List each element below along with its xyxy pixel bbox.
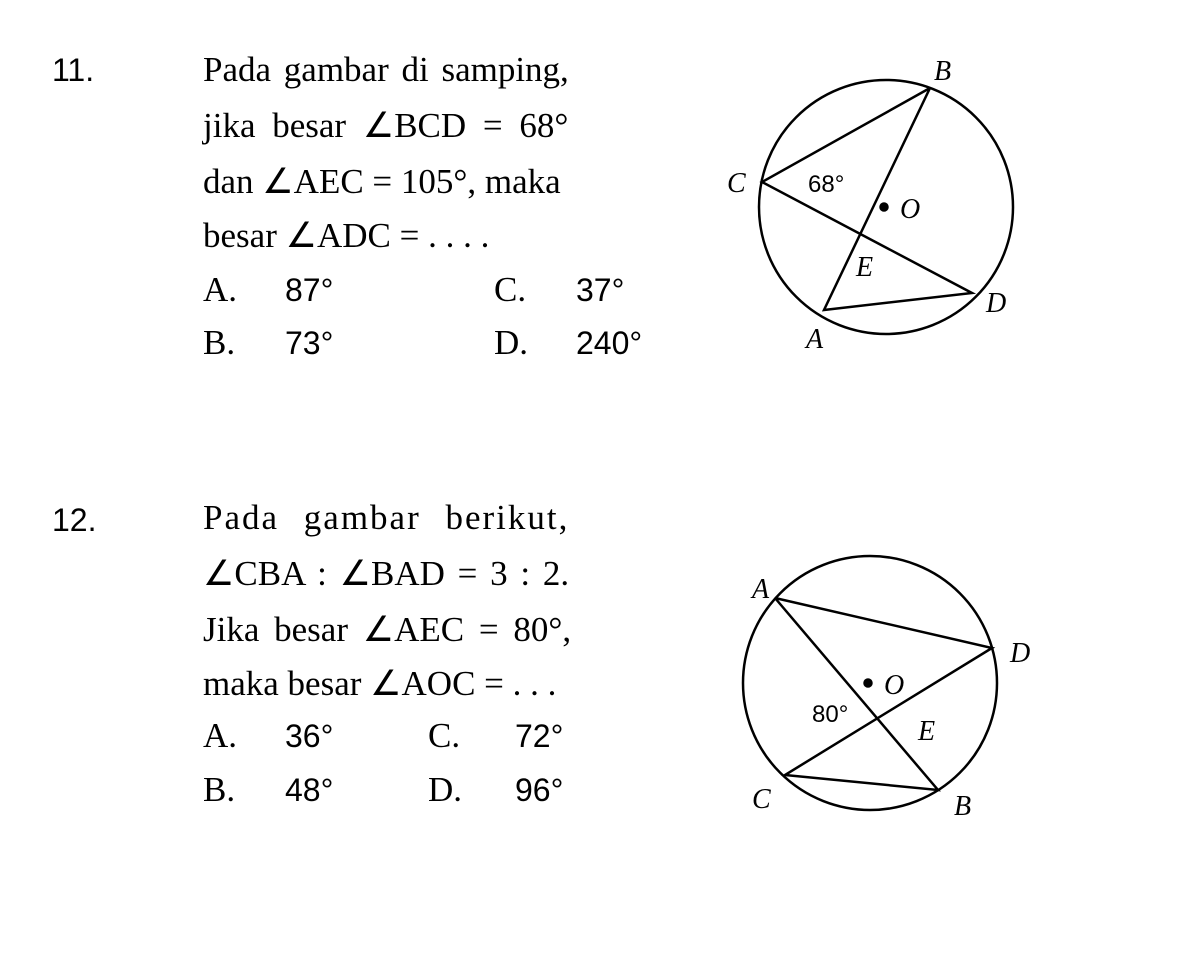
problem-number: 11. bbox=[52, 52, 95, 88]
point-a: A bbox=[806, 324, 824, 355]
point-c: C bbox=[752, 784, 771, 815]
center-dot bbox=[881, 204, 888, 211]
center-dot bbox=[865, 680, 872, 687]
option-b: 73° bbox=[285, 325, 334, 361]
figure-11 bbox=[759, 80, 1013, 334]
question-line: besar ∠ADC = . . . . bbox=[203, 216, 490, 255]
option-a-label: A. bbox=[203, 270, 238, 309]
point-a: A bbox=[752, 574, 770, 605]
option-c: 72° bbox=[515, 718, 564, 754]
figure-12 bbox=[743, 556, 997, 810]
option-d: 240° bbox=[576, 325, 643, 361]
angle-label: 68° bbox=[808, 171, 845, 198]
option-c-label: C. bbox=[494, 270, 527, 309]
point-d: D bbox=[1010, 638, 1031, 669]
option-d-label: D. bbox=[428, 770, 463, 809]
question-line: Jika besar ∠AEC = 80°, bbox=[203, 610, 572, 649]
option-a: 36° bbox=[285, 718, 334, 754]
point-e: E bbox=[856, 252, 874, 283]
problem-number: 12. bbox=[52, 502, 97, 538]
question-line: Pada gambar berikut, bbox=[203, 498, 570, 537]
question-line: maka besar ∠AOC = . . . bbox=[203, 664, 557, 703]
option-b: 48° bbox=[285, 772, 334, 808]
point-c: C bbox=[727, 168, 746, 199]
point-b: B bbox=[954, 791, 972, 822]
question-line: dan ∠AEC = 105°, maka bbox=[203, 162, 561, 201]
point-e: E bbox=[918, 716, 936, 747]
point-o: O bbox=[900, 194, 921, 225]
angle-label: 80° bbox=[812, 701, 849, 728]
option-a-label: A. bbox=[203, 716, 238, 755]
question-line: Pada gambar di samping, bbox=[203, 50, 569, 89]
option-a: 87° bbox=[285, 272, 334, 308]
option-d-label: D. bbox=[494, 323, 529, 362]
point-d: D bbox=[986, 288, 1007, 319]
option-c: 37° bbox=[576, 272, 625, 308]
point-b: B bbox=[934, 56, 952, 87]
option-b-label: B. bbox=[203, 770, 236, 809]
question-line: jika besar ∠BCD = 68° bbox=[203, 106, 569, 145]
option-b-label: B. bbox=[203, 323, 236, 362]
option-d: 96° bbox=[515, 772, 564, 808]
option-c-label: C. bbox=[428, 716, 461, 755]
question-line: ∠CBA : ∠BAD = 3 : 2. bbox=[203, 554, 570, 593]
point-o: O bbox=[884, 670, 905, 701]
